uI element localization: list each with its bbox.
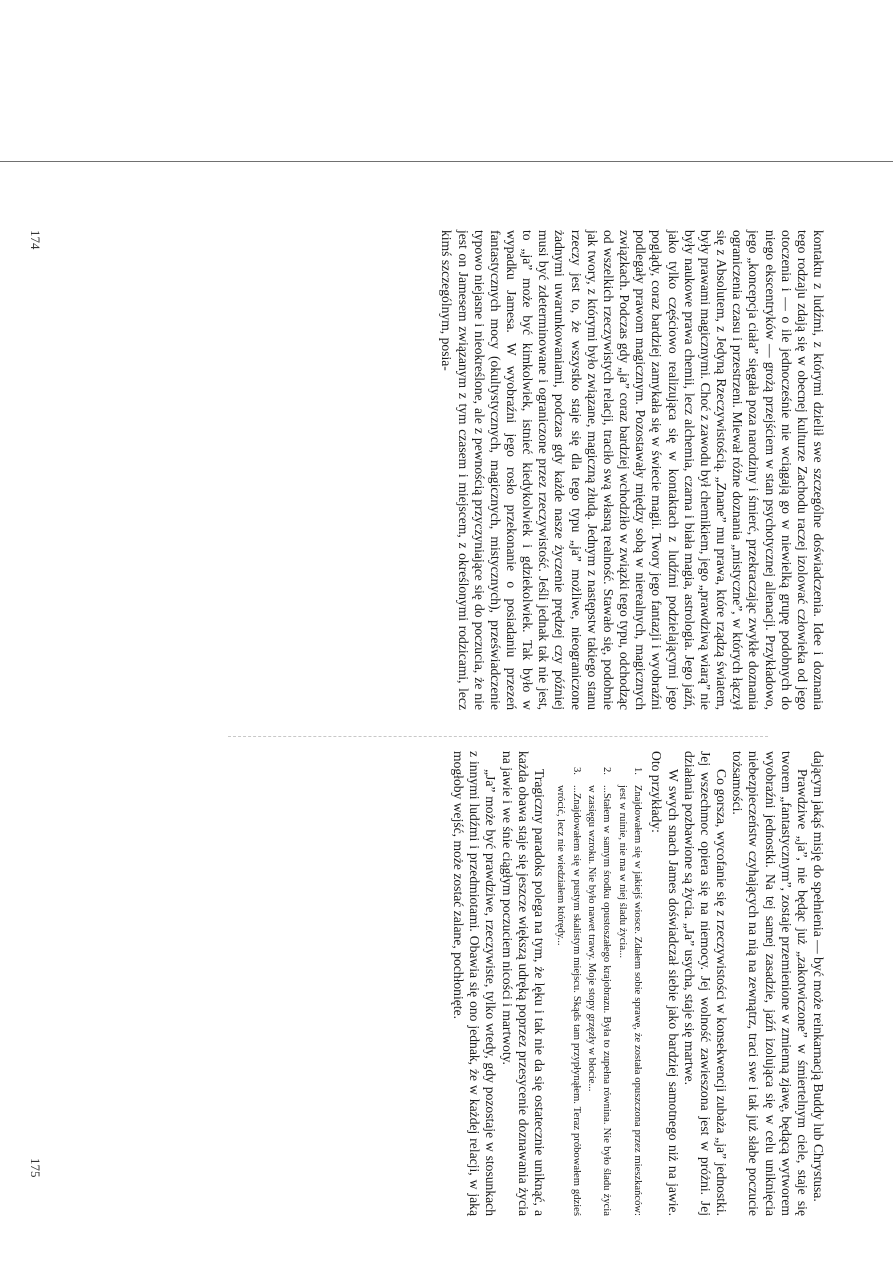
dream-quote-3 xyxy=(553,751,584,1216)
page-gutter xyxy=(228,736,768,737)
right-page-paragraph-6: „Ja” może być prawdziwe, rzeczywiste, tylko wtedy, gdy pozostaje w stosunkach z innymi ludźmi i przedmiotami. Obawia się ono jednak, że w każdej relacji, w jaką mogłoby wejść, może zostać zalane, pochłonięte. xyxy=(451,751,499,1216)
dream-quote-2 xyxy=(584,751,615,1216)
left-page-number: 174 xyxy=(28,230,43,250)
dream-quote-text: ...Stałem w samym środku opustoszałego krajobrazu. Była to zupełna równina. Nie było śladu życia w zasięgu wzroku. Nie było nawet trawy. Moje stopy grzęzły w błocie... xyxy=(586,785,613,1216)
dream-quote-number: 2. xyxy=(601,767,613,775)
dream-quote-text: ...Znajdowałem się w pustym skalistym miejscu. Skąds tam przypłynąłem. Teraz próbowałem gdzieś wrócić, lecz nie wiedziałem którędy... xyxy=(555,785,582,1216)
right-page-paragraph-1: dającym jakąś misję do spełnienia — być może reinkarnacją Buddy lub Chrystusa. xyxy=(811,751,826,1202)
right-page-number: 175 xyxy=(28,1158,43,1178)
left-page-paragraph: kontaktu z ludźmi, z którymi dzielił swe szczególne doświadczenia. Idee i doznania tego rodzaju zdają się w obecnej kulturze Zachodu raczej izolować człowieka od jego otoczenia i — o ile jednocześnie nie wciągają go w niewielką grupę podobnych do niego ekscentryków — grożą przejściem w stan psychotycznej alienacji. Przykładowo, jego „koncepcja ciała” sięgała poza narodziny i śmierć, przekraczając zwykłe doznania ograniczenia czasu i przestrzeni. Miewał różne doznania „mistyczne”, w których łączył się z Absolutem, z Jedyną Rzeczywistością. „Znane” mu prawa, które rządzą światem, były prawami magicznymi. Choć z zawodu był chemikiem, jego „prawdziwą wiarą” nie były naukowe prawa chemii, lecz alchemia, czarna i biała magia, astrologia. Jego jaźń, jako tylko częściowo realizująca się w kontaktach z ludźmi podzielającymi jego poglądy, coraz bardziej zamykała się w świecie magii. Twory jego fantazji i wyobraźni podlegały prawom magicznym. Pozostawały między sobą w nierealnych, magicznych związkach. Podczas gdy „ja” coraz bardziej wchodziło w związki tego typu, odchodząc od wszelkich rzeczywistych relacji, traciło swą własną realność. Stawało się, podobnie jak twory, z którymi było związane, magiczną złudą. Jednym z następstw takiego stanu rzeczy jest to, że wszystko staje się dla tego typu „ja” możliwe, nieograniczone żadnymi uwarunkowaniami, podczas gdy każde nasze życzenie prędzej czy później musi być zdeterminowane i ograniczone przez rzeczywistość. Jeśli jednak tak nie jest, to „ja” może być kimkolwiek, istnieć kiedykolwiek i gdziekolwiek. Tak było w wypadku Jamesa. W wyobraźni jego rosło przekonanie o posiadaniu przezeń fantastycznych mocy (okultystycznych, magicznych, mistycznych), przeświadczenie typowo niejasne i nieokreślone, ale z pewnością przyczyniające się do poczucia, że nie jest on Jamesem związanym z tym czasem i miejscem, z określonymi rodzicami, lecz kimś szczególnym, posia- xyxy=(439,230,826,710)
right-page-paragraph-3: Co gorsza, wycofanie się z rzeczywistości w konsekwencji zubaża „ja” jednostki. Jej wszechmoc opiera się na niemocy. Jej wolność zawieszona jest w próżni. Jej działania pozbawione są życia. „Ja” usycha, staje się martwe. xyxy=(681,751,730,1216)
right-page-paragraph-2: Prawdziwe „ja”, nie będąc już „zakotwiczone” w śmiertelnym ciele, staje się tworem „fantastycznym”, zostaje przemienione w zmienną zjawę, będącą wytworem wyobraźni jednostki. Na tej samej zasadzie, jaźń izolująca się w celu uniknięcia niebezpieczeństw czyhających na nią na zewnątrz, traci swe i tak już słabe poczucie tożsamości. xyxy=(730,751,810,1216)
dream-quote-number: 1. xyxy=(632,767,644,775)
dream-quote-1 xyxy=(614,751,645,1216)
scan-top-rule xyxy=(0,161,893,162)
right-page-paragraph-5: Tragiczny paradoks polega na tym, że lęku i tak nie da się ostatecznie uniknąć, a każda obawa staje się jeszcze większą udręką poprzez przesycenie doznawania życia na jawie i we śnie ciągłym poczuciem nicości i martwoty. xyxy=(499,751,547,1216)
dream-quote-number: 3. xyxy=(570,767,582,775)
dream-quote-text: Znajdowałem się w jakiejś wiosce. Zdałem sobie sprawę, że została opuszczona przez mieszkańców: jest w ruinie, nie ma w niej śladu życia... xyxy=(616,785,644,1216)
right-page xyxy=(126,751,826,1216)
left-page xyxy=(126,230,826,710)
dream-quotes-list xyxy=(553,751,645,1216)
right-page-paragraph-4: W swych snach James doświadczał siebie jako bardziej samotnego niż na jawie. Oto przykłady: xyxy=(649,751,681,1216)
